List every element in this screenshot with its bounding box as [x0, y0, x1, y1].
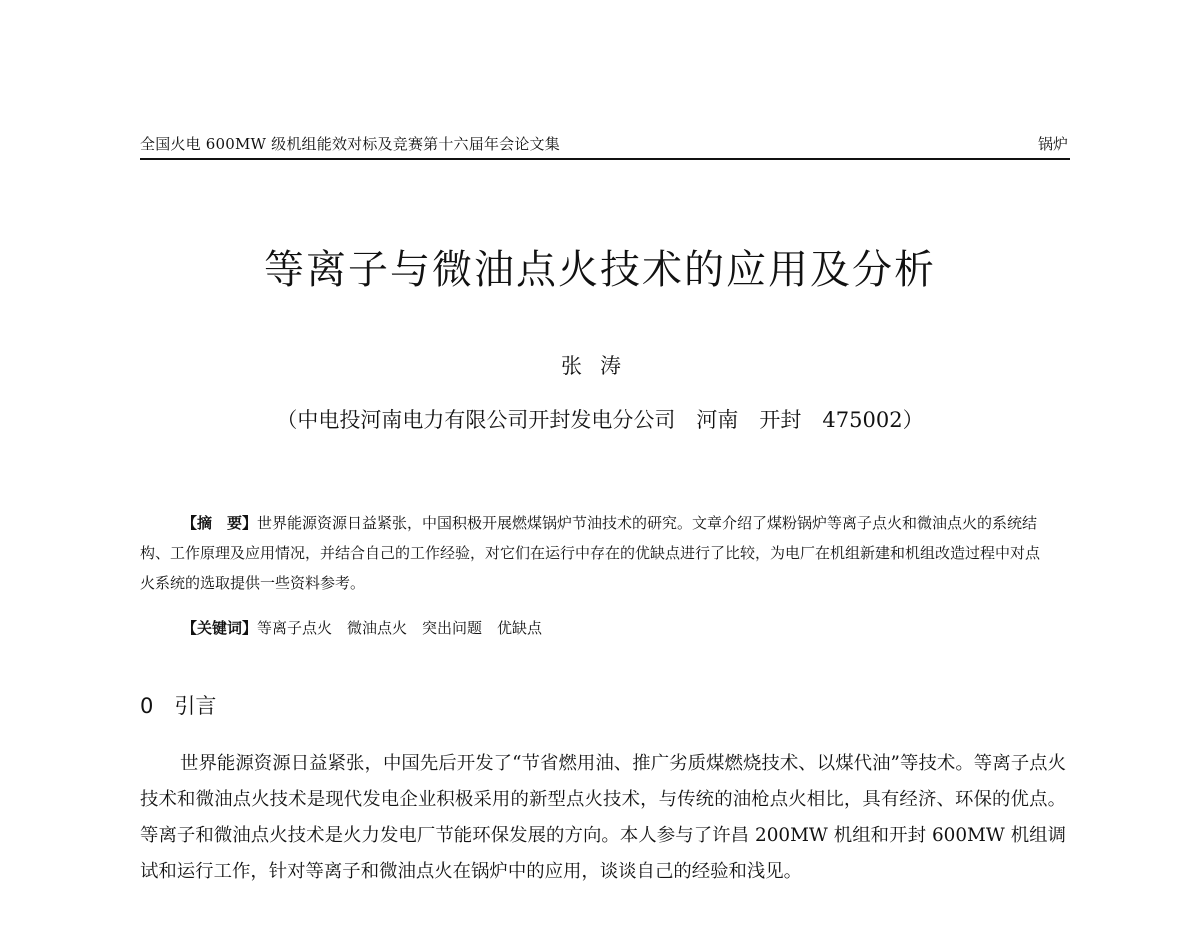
paper-title: 等离子与微油点火技术的应用及分析: [264, 247, 936, 293]
section-heading: 0 引言: [140, 694, 217, 718]
keywords-text: 等离子点火 微油点火 突出问题 优缺点: [257, 619, 543, 637]
header-divider: [140, 158, 1070, 160]
author-name: 张涛: [561, 354, 639, 378]
abstract-text: 世界能源资源日益紧张，中国积极开展燃煤锅炉节油技术的研究。文章介绍了煤粉锅炉等离子点火和微油点火的系统结构、工作原理及应用情况，并结合自己的工作经验，对它们在运行中存在的优缺点进行了比较，为电厂在机组新建和机组改造过程中对点火系统的选取提供一些资料参考。: [140, 514, 1041, 592]
abstract-label: 【摘 要】: [182, 514, 258, 532]
keywords-label: 【关键词】: [182, 619, 258, 637]
section-body: 世界能源资源日益紧张，中国先后开发了“节省燃用油、推广劣质煤燃烧技术、以煤代油”等技术。等离子点火技术和微油点火技术是现代发电企业积极采用的新型点火技术，与传统的油枪点火相比，具有经济、环保的优点。等离子和微油点火技术是火力发电厂节能环保发展的方向。本人参与了许昌 200MW 机组和开封 600MW 机组调试和运行工作，针对等离子和微油点火在锅炉中的应用，谈谈自己的经验和浅见。: [140, 753, 1066, 882]
abstract: [140, 508, 1052, 598]
running-header-right: 锅炉: [1037, 135, 1068, 153]
author-affiliation: （中电投河南电力有限公司开封发电分公司 河南 开封 475002）: [276, 408, 924, 432]
running-header-left: 全国火电 600MW 级机组能效对标及竞赛第十六届年会论文集: [140, 135, 560, 153]
keywords: [182, 617, 542, 638]
